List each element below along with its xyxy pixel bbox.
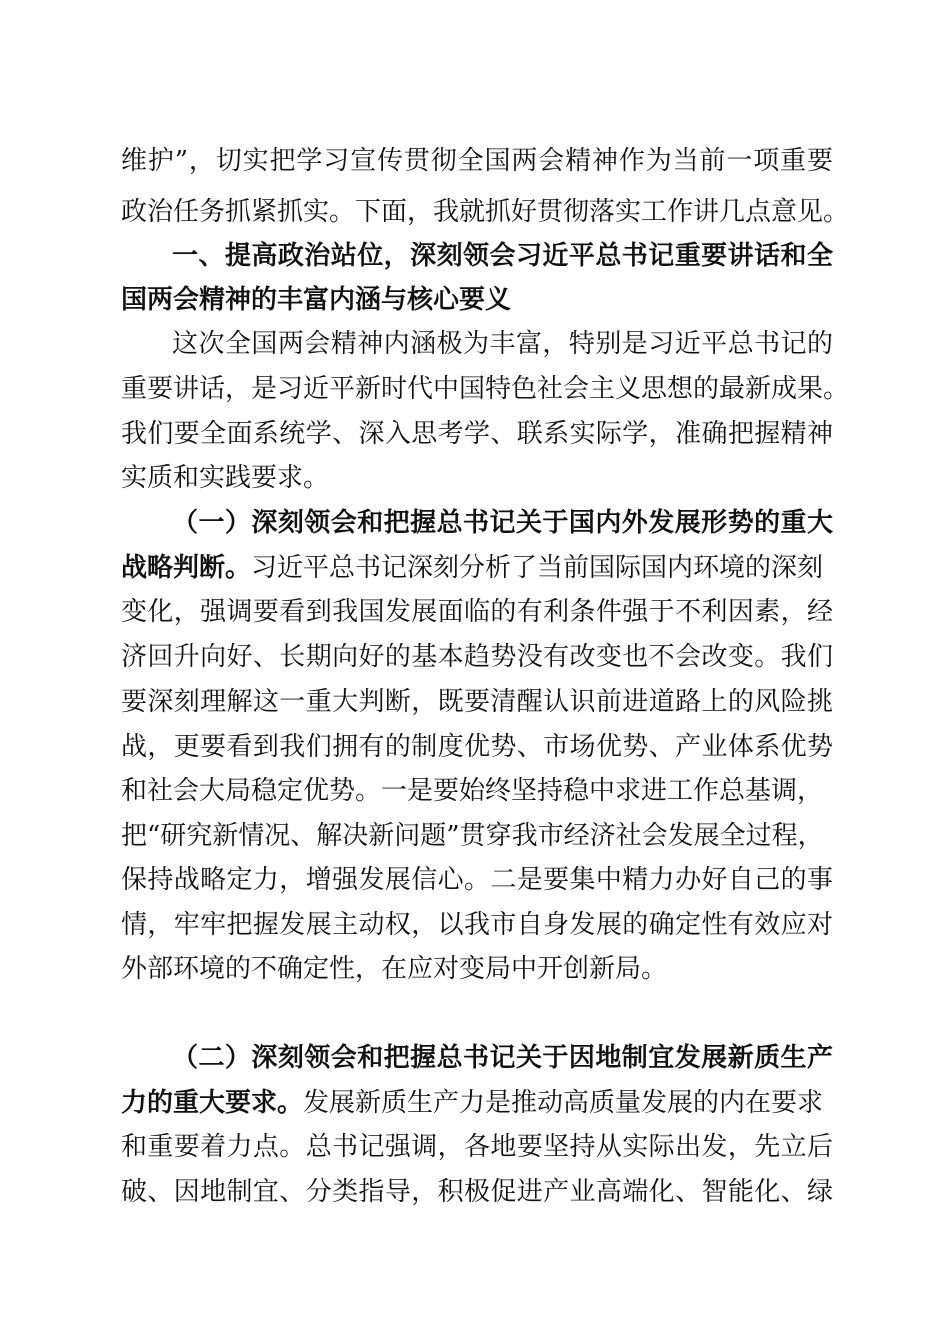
subsection-heading-tail: 战略判断。 (121, 553, 252, 583)
paragraph-line: 我们要全面系统学、深入思考学、联系实际学，准确把握精神 (121, 419, 833, 449)
paragraph-line (121, 1083, 833, 1123)
paragraph-line: 情，牢牢把握发展主动权，以我市自身发展的确定性有效应对 (121, 910, 833, 940)
subsection-heading: （二）深刻领会和把握总书记关于因地制宜发展新质生产 (172, 1043, 833, 1073)
paragraph-line: 变化，强调要看到我国发展面临的有利条件强于不利因素，经 (121, 597, 833, 627)
paragraph-line: 把“研究新情况、解决新问题”贯穿我市经济社会发展全过程， (121, 821, 824, 851)
subsection-heading: （一）深刻领会和把握总书记关于国内外发展形势的重大 (172, 508, 833, 538)
paragraph-line: 和社会大局稳定优势。一是要始终坚持稳中求进工作总基调， (121, 776, 824, 806)
paragraph-line: 保持战略定力，增强发展信心。二是要集中精力办好自己的事 (121, 865, 833, 895)
paragraph-line: 实质和实践要求。 (121, 463, 330, 493)
paragraph-line: 和重要着力点。总书记强调，各地要坚持从实际出发，先立后 (121, 1132, 833, 1162)
paragraph-text: 发展新质生产力是推动高质量发展的内在要求 (303, 1088, 824, 1118)
paragraph-line: 重要讲话，是习近平新时代中国特色社会主义思想的最新成果。 (121, 374, 850, 404)
paragraph-line: 外部环境的不确定性，在应对变局中开创新局。 (121, 954, 668, 984)
paragraph-line: 政治任务抓紧抓实。下面，我就抓好贯彻落实工作讲几点意见。 (121, 197, 850, 227)
paragraph-text: 习近平总书记深刻分析了当前国际国内环境的深刻 (251, 553, 824, 583)
paragraph-line: 维护”，切实把学习宣传贯彻全国两会精神作为当前一项重要 (121, 146, 833, 176)
section-heading: 国两会精神的丰富内涵与核心要义 (121, 285, 512, 315)
paragraph-line: 战，更要看到我们拥有的制度优势、市场优势、产业体系优势 (121, 732, 833, 762)
paragraph-line: 济回升向好、长期向好的基本趋势没有改变也不会改变。我们 (121, 642, 833, 672)
subsection-heading-tail: 力的重大要求。 (121, 1088, 304, 1118)
paragraph-line (121, 548, 833, 588)
section-heading: 一、提高政治站位，深刻领会习近平总书记重要讲话和全 (172, 241, 833, 271)
paragraph-line: 破、因地制宜、分类指导，积极促进产业高端化、智能化、绿 (121, 1177, 833, 1207)
paragraph-line: 要深刻理解这一重大判断，既要清醒认识前进道路上的风险挑 (121, 687, 833, 717)
paragraph-line: 这次全国两会精神内涵极为丰富，特别是习近平总书记的 (172, 329, 833, 359)
